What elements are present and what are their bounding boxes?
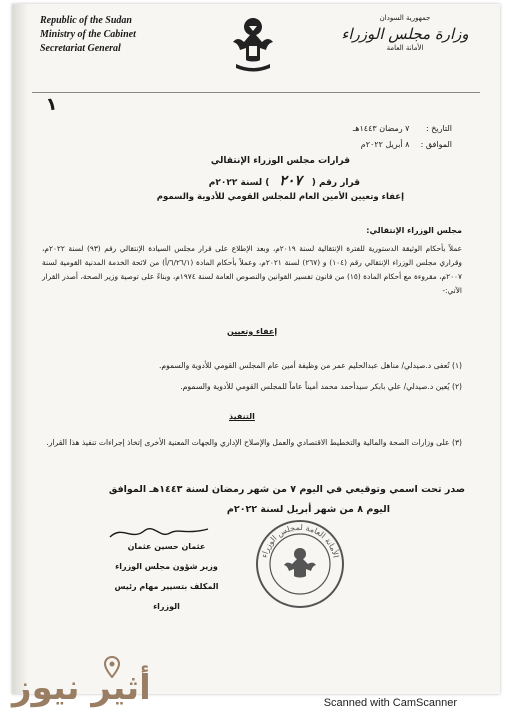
letterhead-arabic — [330, 14, 480, 52]
date-value: ٧ رمضان ١٤٤٣هـ — [352, 124, 410, 133]
stamp-text: الأمانة العامة لمجلس الوزراء — [259, 522, 341, 559]
decision-number-suffix: ) لسنة ٢٠٢٢م — [208, 178, 270, 188]
sudan-emblem-icon — [230, 12, 276, 72]
closing-line: اليوم ٨ من شهر أبريل لسنة ٢٠٢٢م — [226, 504, 390, 515]
decision-number-prefix: قرار رقم ( — [311, 178, 360, 188]
execution-item: (٣) على وزارات الصحة والمالية والتخطيط الاقتصادي والعمل والإصلاح الإداري والجهات المعنية الأخرى إتخاذ إجراءات تنفيذ هذا القرار. — [46, 438, 462, 447]
signatory-assignment: المكلف بتسيير مهام رئيس الوزراء — [114, 582, 219, 611]
signatory-role: وزير شؤون مجلس الوزراء — [115, 562, 218, 571]
decision-item: (٢) يُعين د.صيدلي/ علي بابكر سيدأحمد محمد أميناً عاماً للمجلس القومي للأدوية والسموم. — [180, 382, 462, 391]
letterhead-ministry-ar: وزارة مجلس الوزراء — [341, 25, 469, 43]
publisher-watermark — [12, 656, 192, 716]
council-heading: مجلس الوزراء الإنتقالي: — [366, 226, 462, 235]
signatory-block — [104, 537, 229, 617]
closing-line: صدر تحت اسمي وتوقيعي في اليوم ٧ من شهر رمضان لسنة ١٤٤٣هـ الموافق — [108, 484, 465, 495]
handwritten-corner-mark: ١ — [44, 93, 59, 116]
watermark-text: أثير نيوز — [12, 668, 151, 708]
letterhead-dept-ar: الأمانة العامة — [386, 44, 424, 52]
corresponding-value: ٨ أبريل ٢٠٢٢م — [360, 140, 410, 149]
decision-number-value: ٢٠٧ — [279, 173, 302, 189]
page-edge-shadow — [12, 4, 28, 694]
letterhead-ministry: Ministry of the Cabinet — [40, 29, 136, 40]
date-block — [292, 121, 452, 153]
letterhead-country: Republic of the Sudan — [40, 15, 132, 26]
section-heading-execution: التنفيذ — [229, 412, 255, 421]
scanner-caption: Scanned with CamScanner — [323, 697, 457, 709]
decision-subject: إعفاء وتعيين الأمين العام للمجلس القومي للأدوية والسموم — [156, 192, 404, 202]
document-page — [12, 4, 500, 694]
letterhead-english — [40, 14, 180, 56]
letterhead-secretariat: Secretariat General — [40, 43, 121, 54]
official-stamp-icon — [254, 518, 346, 610]
section-heading-appointment: إعفاء وتعيين — [227, 327, 278, 336]
decision-number-line — [209, 173, 360, 189]
letterhead-divider — [32, 92, 480, 93]
letterhead-country-ar: جمهورية السودان — [379, 14, 431, 22]
signatory-name: عثمان حسين عثمان — [127, 542, 206, 551]
corresponding-label: الموافق : — [420, 140, 452, 149]
decision-item: (١) تُعفى د.صيدلي/ مناهل عبدالحليم عمر من وظيفة أمين عام المجلس القومي للأدوية والسموم. — [158, 361, 462, 370]
corresponding-date-line — [292, 137, 452, 153]
date-label: التاريخ : — [425, 124, 452, 133]
preamble-paragraph: عملاً بأحكام الوثيقة الدستورية للفترة الإنتقالية لسنة ٢٠١٩م، وبعد الإطلاع على قرار مجلس السيادة الإنتقالي رقم (٩٣) لسنة ٢٠٢٢م، وقراري مجلس الوزراء الإنتقالي رقم (١٠٤) و (٢٦٧) لسنة ٢٠٢١م، وعملاً بأحكام المادة (٦/٢٦/١/أ) من لائحة الخدمة المدنية القومية لسنة ٢٠٠٧م، مقروءة مع أحكام المادة (١٥) من قانون تفسير القوانين والنصوص العامة لسنة ١٩٧٤م، وبناءً على توصية وزير الصحة، أصدر القرار الآتي:- — [42, 244, 462, 295]
decision-title: قرارات مجلس الوزراء الإنتقالي — [210, 156, 350, 166]
date-line — [292, 121, 452, 137]
